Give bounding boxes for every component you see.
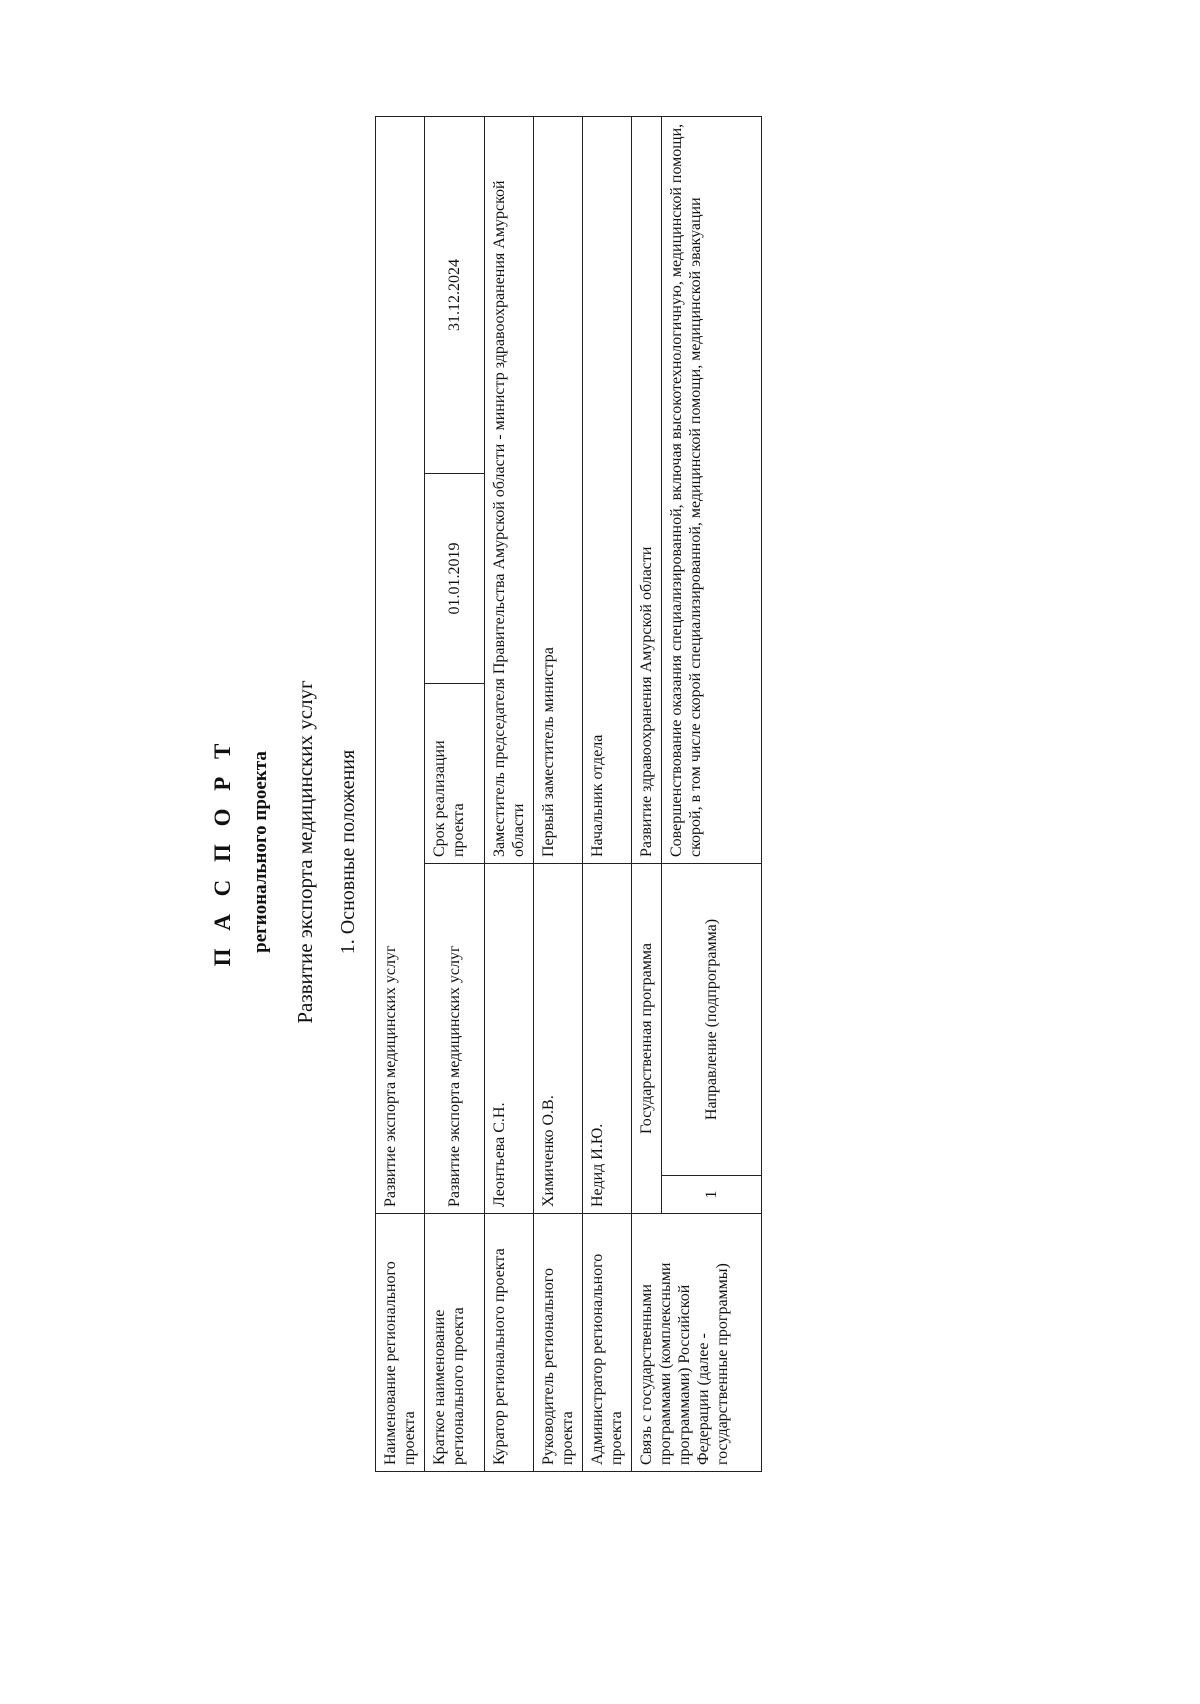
head-name: Химиченко О.В. [534,864,583,1214]
row-value: Развитие экспорта медицинских услуг [376,116,425,1213]
term-start: 01.01.2019 [425,474,485,684]
table-row [425,116,485,1471]
gov-program-value: Развитие здравоохранения Амурской области [632,116,662,863]
link-number: 1 [662,1176,762,1214]
gov-program-label: Государственная программа [632,864,662,1214]
table-row [485,116,534,1471]
table-row [632,116,662,1471]
table-row [583,116,632,1471]
row-value: Развитие экспорта медицинских услуг [425,864,485,1214]
term-label: Срок реализации проекта [425,684,485,864]
row-label: Связь с государственными программами (комплексными программами) Российской Федерации (далее - государственные программы) [632,1214,762,1472]
row-label: Администратор регионального проекта [583,1214,632,1472]
direction-value: Совершенствование оказания специализированной, включая высокотехнологичную, медицинской помощи, скорой, в том числе скорой специализированной, медицинской помощи, медицинской эвакуации [662,116,762,863]
row-label: Наименование регионального проекта [376,1214,425,1472]
row-label: Краткое наименование регионального проекта [425,1214,485,1472]
curator-name: Леонтьева С.Н. [485,864,534,1214]
head-position: Первый заместитель министра [534,116,583,863]
document-title: П А С П О Р Т [210,737,235,967]
row-label: Руководитель регионального проекта [534,1214,583,1472]
project-name: Развитие экспорта медицинских услуг [293,680,317,1024]
admin-name: Недид И.Ю. [583,864,632,1214]
table-row [376,116,425,1471]
passport-table [375,116,762,1472]
document-subtitle: регионального проекта [250,751,271,953]
direction-label: Направление (подпрограмма) [662,864,762,1176]
table-row [534,116,583,1471]
row-label: Куратор регионального проекта [485,1214,534,1472]
admin-position: Начальник отдела [583,116,632,863]
term-end: 31.12.2024 [425,116,485,473]
section-heading: 1. Основные положения [337,749,359,955]
curator-position: Заместитель председателя Правительства Амурской области - министр здравоохранения Амурской области [485,116,534,863]
